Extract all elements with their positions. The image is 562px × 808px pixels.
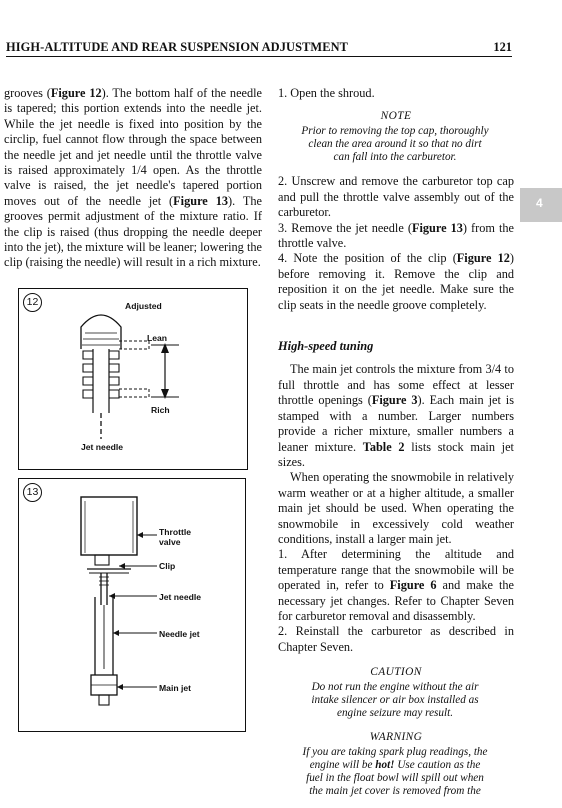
page-number: 121 [493,40,512,54]
needle-paragraph: grooves (Figure 12). The bottom half of the needle is tapered; this portion extends into the needle jet. While the jet needle is fixed into position by the circlip, fuel cannot flow through the space between the needle jet and jet needle until the throttle valve is raised approximately 1/4 open. As the throttle valve is raised, the jet needle's tapered portion moves out of the needle jet (Figure 13). The grooves permit adjustment of the mixture ratio. If the clip is raised (thus dropping the needle deeper into the jet), the mixture will be leaner; lowering the clip (raising the needle) will result in a rich mixture. [4,86,263,270]
warning-heading: WARNING [369,731,423,744]
carburetor-diagram [19,479,245,731]
figure-ref: Figure 13 [411,220,463,235]
note-body: Prior to removing the top cap, thoroughly clean the area around it so that no dirt can fall into the carburetor. [301,124,489,164]
figure-number: 12 [23,293,42,312]
needle-diagram [19,289,247,469]
figure-ref: Figure 3 [371,393,418,408]
chapter-tab [520,188,562,222]
note-heading: NOTE [380,110,412,123]
warning-body: If you are taking spark plug readings, the engine will be hot! Use caution as the fuel in the float bowl will spill out when the main jet cover is removed from the [302,745,488,798]
right-column [278,86,514,808]
step-1: 1. Open the shroud. [278,86,375,100]
step-3: 3. Remove the jet needle (Figure 13) from the throttle valve. [278,220,515,251]
step-4: 4. Note the position of the clip (Figure 12) before removing it. Remove the clip and reposition it on the jet needle. Make sure the clip seats in the needle groove completely. [278,251,514,312]
label-valve: valve [159,537,181,547]
step-2: 2. Unscrew and remove the carburetor top cap and pull the throttle valve assembly out of the carburetor. [278,174,514,220]
high-speed-step-1: 1. After determining the altitude and temperature range that the snowmobile will be operated in, refer to Figure 6 and make the necessary jet changes. Refer to Chapter Seven for carburetor removal and disassembly. [278,547,514,623]
figure-12 [18,288,248,470]
label-needle-jet: Needle jet [159,629,200,639]
section-heading: High-speed tuning [278,339,374,354]
label-main-jet: Main jet [159,683,191,693]
figure-ref: Figure 12 [50,86,102,100]
figure-ref: Figure 6 [389,578,437,593]
left-column [4,86,262,271]
label-jet-needle: Jet needle [81,442,124,452]
figure-number: 13 [23,483,42,502]
table-ref: Table 2 [362,439,405,454]
chapter-tab-label: 4 [536,196,543,210]
label-lean: Lean [147,333,168,343]
label-clip: Clip [159,561,176,571]
high-speed-paragraph-1: The main jet controls the mixture from 3/4 to full throttle and has some effect at lesser throttle openings (Figure 3). Each main jet is stamped with a number. Larger numbers provide a richer mixture, smaller numbers a leaner mixture. Table 2 lists stock main jet sizes. [278,362,514,469]
figure-ref: Figure 12 [456,251,510,266]
caution-heading: CAUTION [370,666,422,679]
caution-body: Do not run the engine without the air intake silencer or air box installed as engine seizure may result. [311,680,479,720]
high-speed-paragraph-2: When operating the snowmobile in relatively warm weather or at a higher altitude, a smaller main jet should be used. When operating the snowmobile in excessively cold weather conditions, install a larger main jet. [278,470,514,546]
figure-13 [18,478,246,732]
label-rich: Rich [151,405,170,415]
figure-ref: Figure 13 [173,193,228,208]
high-speed-step-2: 2. Reinstall the carburetor as described in Chapter Seven. [278,624,514,654]
label-throttle: Throttle [159,527,191,537]
label-jet-needle: Jet needle [159,592,202,602]
page-header [6,34,512,57]
chapter-title: HIGH-ALTITUDE AND REAR SUSPENSION ADJUSTMENT [6,40,349,54]
label-adjusted: Adjusted [125,301,162,311]
